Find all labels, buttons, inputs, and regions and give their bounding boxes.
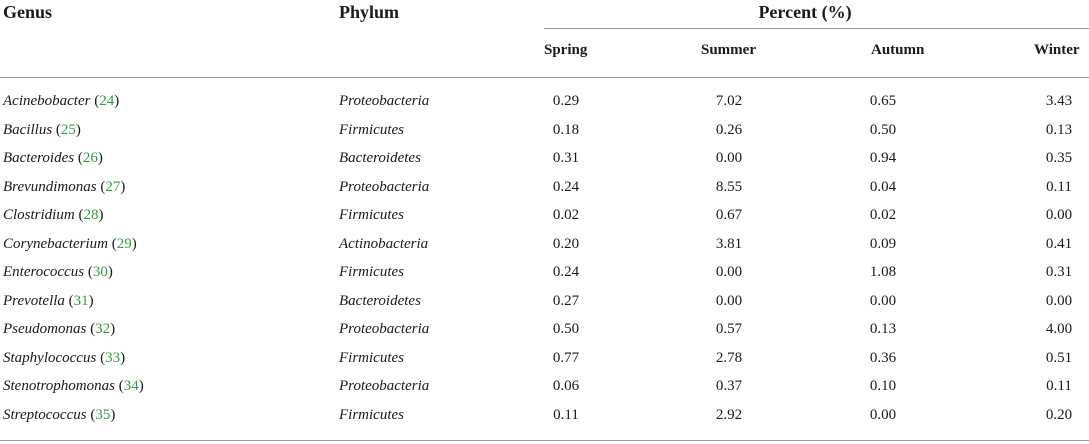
genus-name: Stenotrophomonas <box>3 378 115 394</box>
summer-value: 0.57 <box>715 321 743 337</box>
summer-value: 2.92 <box>715 406 743 423</box>
summer-value: 0.00 <box>715 264 743 280</box>
phylum-cell: Proteobacteria <box>339 93 430 109</box>
phylum-cell: Proteobacteria <box>339 378 430 394</box>
table-row <box>0 202 1089 231</box>
winter-value: 0.00 <box>1045 207 1073 223</box>
genus-name: Bacteroides <box>3 150 75 166</box>
winter-value: 0.20 <box>1045 406 1073 423</box>
reference-link[interactable]: 25 <box>60 121 76 138</box>
header-spring: Spring <box>544 42 588 58</box>
reference-link[interactable]: 29 <box>116 235 132 252</box>
phylum-cell: Firmicutes <box>339 349 404 366</box>
table-row <box>0 88 1089 117</box>
table-row <box>0 373 1089 402</box>
table-row <box>0 174 1089 203</box>
spring-value: 0.06 <box>552 378 580 394</box>
genus-name: Acinebobacter <box>3 93 91 109</box>
genus-cell: Staphylococcus (33) <box>3 349 126 366</box>
phylum-cell: Proteobacteria <box>339 321 430 337</box>
phylum-cell: Firmicutes <box>339 406 404 423</box>
winter-value: 0.11 <box>1046 378 1072 394</box>
table-row <box>0 231 1089 260</box>
genus-name: Enterococcus <box>3 264 85 280</box>
genus-cell: Stenotrophomonas (34) <box>3 378 144 394</box>
spring-value: 0.31 <box>552 150 580 166</box>
genus-cell: Pseudomonas (32) <box>3 321 116 337</box>
winter-value: 4.00 <box>1045 321 1073 337</box>
spring-value: 0.20 <box>552 235 580 252</box>
table-row <box>0 117 1089 146</box>
spring-value: 0.11 <box>553 406 579 423</box>
table-row <box>0 402 1089 431</box>
summer-value: 0.37 <box>715 378 743 394</box>
header-winter: Winter <box>1034 42 1080 58</box>
reference-link[interactable]: 33 <box>105 349 121 366</box>
genus-name: Brevundimonas <box>3 178 97 195</box>
reference-link[interactable]: 26 <box>82 150 98 166</box>
autumn-value: 0.04 <box>869 178 897 195</box>
reference-link[interactable]: 31 <box>73 292 89 309</box>
reference-link[interactable]: 32 <box>95 321 111 337</box>
summer-value: 8.55 <box>715 178 743 195</box>
autumn-value: 0.00 <box>869 292 897 309</box>
header-phylum: Phylum <box>339 2 400 22</box>
genus-name: Staphylococcus <box>3 349 97 366</box>
reference-link[interactable]: 28 <box>83 207 99 223</box>
spring-value: 0.77 <box>552 349 580 366</box>
genus-cell: Corynebacterium (29) <box>3 235 137 252</box>
table-row <box>0 288 1089 317</box>
header-summer: Summer <box>701 42 756 58</box>
winter-value: 0.35 <box>1045 150 1073 166</box>
header-percent: Percent (%) <box>758 2 852 22</box>
genus-cell: Bacillus (25) <box>3 121 81 138</box>
summer-value: 0.00 <box>715 150 743 166</box>
phylum-cell: Bacteroidetes <box>339 150 421 166</box>
spring-value: 0.18 <box>552 121 580 138</box>
spring-value: 0.24 <box>552 264 580 280</box>
genus-name: Clostridium <box>3 207 75 223</box>
winter-value: 0.31 <box>1045 264 1073 280</box>
spring-value: 0.29 <box>552 93 580 109</box>
table-row <box>0 145 1089 174</box>
autumn-value: 0.02 <box>869 207 897 223</box>
summer-value: 7.02 <box>715 93 743 109</box>
winter-value: 3.43 <box>1045 93 1073 109</box>
winter-value: 0.00 <box>1045 292 1073 309</box>
spring-value: 0.50 <box>552 321 580 337</box>
autumn-value: 0.00 <box>869 406 897 423</box>
genus-name: Corynebacterium <box>3 235 108 252</box>
winter-value: 0.13 <box>1045 121 1073 138</box>
genus-cell: Clostridium (28) <box>3 207 104 223</box>
reference-link[interactable]: 27 <box>105 178 121 195</box>
genus-cell: Acinebobacter (24) <box>3 93 120 109</box>
summer-value: 0.67 <box>715 207 743 223</box>
table-row <box>0 345 1089 374</box>
phylum-cell: Firmicutes <box>339 121 404 138</box>
summer-value: 3.81 <box>715 235 743 252</box>
spring-value: 0.27 <box>552 292 580 309</box>
autumn-value: 0.50 <box>869 121 897 138</box>
winter-value: 0.51 <box>1045 349 1073 366</box>
header-autumn: Autumn <box>871 42 925 58</box>
summer-value: 2.78 <box>715 349 743 366</box>
phylum-cell: Actinobacteria <box>339 235 429 252</box>
autumn-value: 0.65 <box>869 93 897 109</box>
reference-link[interactable]: 30 <box>92 264 108 280</box>
phylum-cell: Firmicutes <box>339 207 404 223</box>
reference-link[interactable]: 24 <box>99 93 115 109</box>
percent-underline <box>544 28 1089 29</box>
genus-name: Pseudomonas <box>3 321 87 337</box>
reference-link[interactable]: 35 <box>95 406 111 423</box>
genus-cell: Brevundimonas (27) <box>3 178 126 195</box>
phylum-cell: Proteobacteria <box>339 178 430 195</box>
header-rule <box>0 77 1089 78</box>
autumn-value: 1.08 <box>869 264 897 280</box>
header-genus: Genus <box>3 2 53 22</box>
genus-cell: Streptococcus (35) <box>3 406 116 423</box>
spring-value: 0.24 <box>552 178 580 195</box>
autumn-value: 0.10 <box>869 378 897 394</box>
autumn-value: 0.09 <box>869 235 897 252</box>
summer-value: 0.26 <box>715 121 743 138</box>
genus-name: Bacillus <box>3 121 53 138</box>
bottom-rule <box>0 440 1089 441</box>
genus-name: Streptococcus <box>3 406 87 423</box>
winter-value: 0.41 <box>1045 235 1073 252</box>
table-row <box>0 259 1089 288</box>
phylum-cell: Firmicutes <box>339 264 404 280</box>
genus-cell: Enterococcus (30) <box>3 264 113 280</box>
autumn-value: 0.36 <box>869 349 897 366</box>
genus-name: Prevotella <box>3 292 65 309</box>
spring-value: 0.02 <box>552 207 580 223</box>
genus-cell: Bacteroides (26) <box>3 150 103 166</box>
autumn-value: 0.13 <box>869 321 897 337</box>
reference-link[interactable]: 34 <box>123 378 139 394</box>
summer-value: 0.00 <box>715 292 743 309</box>
table-row <box>0 316 1089 345</box>
phylum-cell: Bacteroidetes <box>339 292 421 309</box>
autumn-value: 0.94 <box>869 150 897 166</box>
table-body <box>0 88 1089 430</box>
winter-value: 0.11 <box>1046 178 1072 195</box>
genus-cell: Prevotella (31) <box>3 292 94 309</box>
